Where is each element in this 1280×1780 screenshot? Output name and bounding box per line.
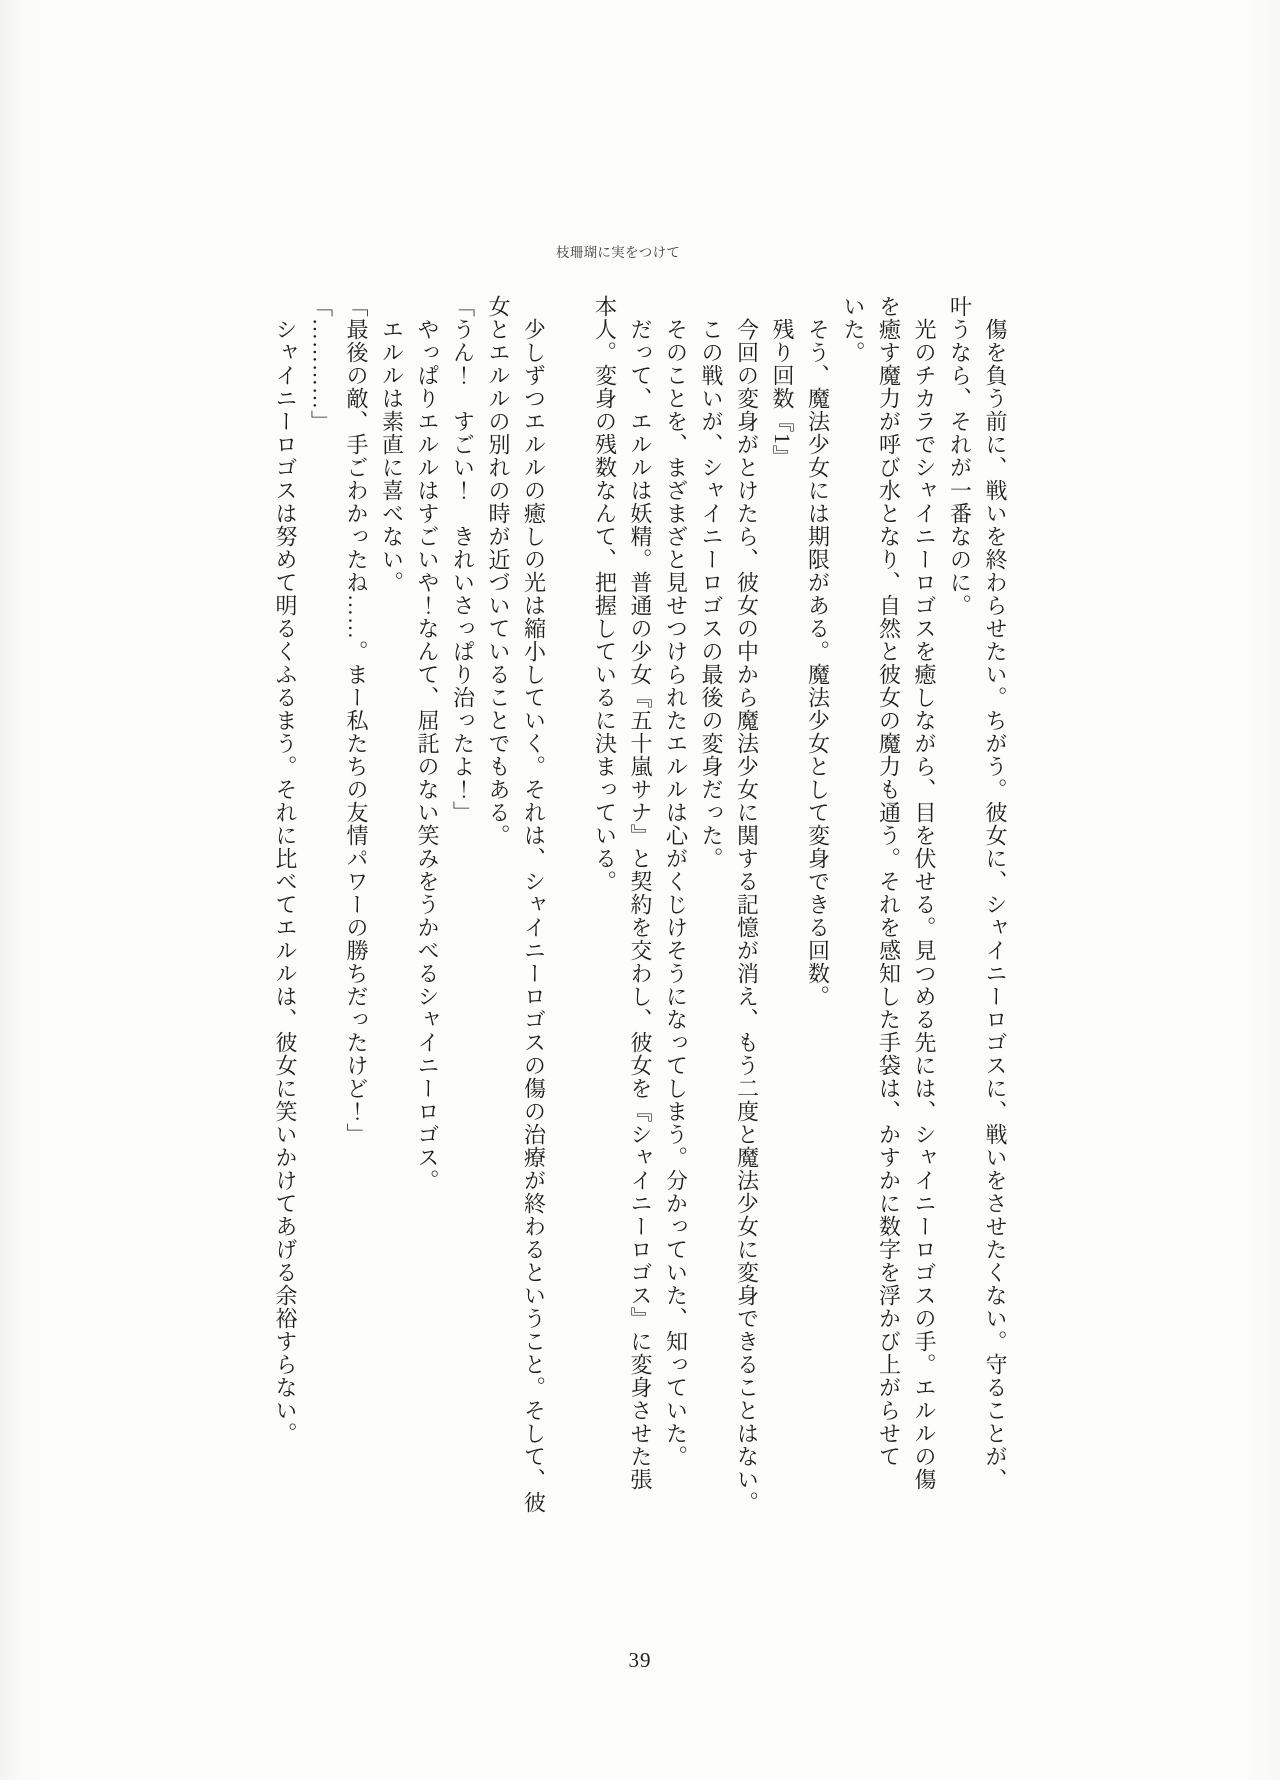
text-line: そう、魔法少女には期限がある。魔法少女として変身できる回数。 bbox=[805, 295, 831, 1008]
text-line: エルルは素直に喜べない。 bbox=[379, 295, 405, 594]
text-line: やっぱりエルルはすごいや！なんて、屈託のない笑みをうかべるシャイニーロゴス。 bbox=[415, 295, 440, 1192]
text-line: 本人。変身の残数なんて、把握しているに決まっている。 bbox=[592, 295, 618, 893]
text-line: 残り回数『1』 bbox=[770, 295, 795, 468]
running-head: 枝珊瑚に実をつけて bbox=[556, 245, 681, 260]
text-line: 少しずつエルルの癒しの光は縮小していく。それは、シャイニーロゴスの傷の治療が終わるということ。そして、彼 bbox=[521, 295, 547, 1514]
text-line: シャイニーロゴスは努めて明るくふるまう。それに比べてエルルは、彼女に笑いかけてあげる余裕すらない。 bbox=[273, 295, 298, 1445]
text-line: 光のチカラでシャイニーロゴスを癒しながら、目を伏せる。見つめる先には、シャイニーロゴスの手。エルルの傷 bbox=[912, 295, 937, 1491]
body-text bbox=[268, 295, 1014, 1521]
text-line: いた。 bbox=[841, 295, 866, 364]
text-line: 叶うなら、それが一番なのに。 bbox=[947, 295, 973, 617]
text-line: を癒す魔力が呼び水となり、自然と彼女の魔力も通う。それを感知した手袋は、かすかに数字を浮かび上がらせて bbox=[876, 295, 902, 1468]
text-line: だって、エルルは妖精。普通の少女『五十嵐サナ』と契約を交わし、彼女を『シャイニーロゴス』に変身させた張 bbox=[628, 295, 653, 1491]
text-line: 傷を負う前に、戦いを終わらせたい。ちがう。彼女に、シャイニーロゴスに、戦いをさせたくない。守ることが、 bbox=[983, 295, 1008, 1491]
text-line: この戦いが、シャイニーロゴスの最後の変身だった。 bbox=[699, 295, 724, 870]
text-line-blank bbox=[552, 295, 588, 1521]
page-number: 39 bbox=[628, 1648, 652, 1672]
text-line: そのことを、まざまざと見せつけられたエルルは心がくじけそうになってしまう。分かっていた、知っていた。 bbox=[663, 295, 689, 1468]
text-line: 「…………」 bbox=[308, 295, 334, 433]
text-line: 今回の変身がとけたら、彼女の中から魔法少女に関する記憶が消え、もう二度と魔法少女に変身できることはない。 bbox=[734, 295, 760, 1514]
text-line: 「うん！ すごい！ きれいさっぱり治ったよ！」 bbox=[450, 295, 476, 824]
text-line: 女とエルルの別れの時が近づいていることでもある。 bbox=[486, 295, 511, 847]
text-line: 「最後の敵、手ごわかったね……。まー私たちの友情パワーの勝ちだったけど！」 bbox=[344, 295, 369, 1146]
